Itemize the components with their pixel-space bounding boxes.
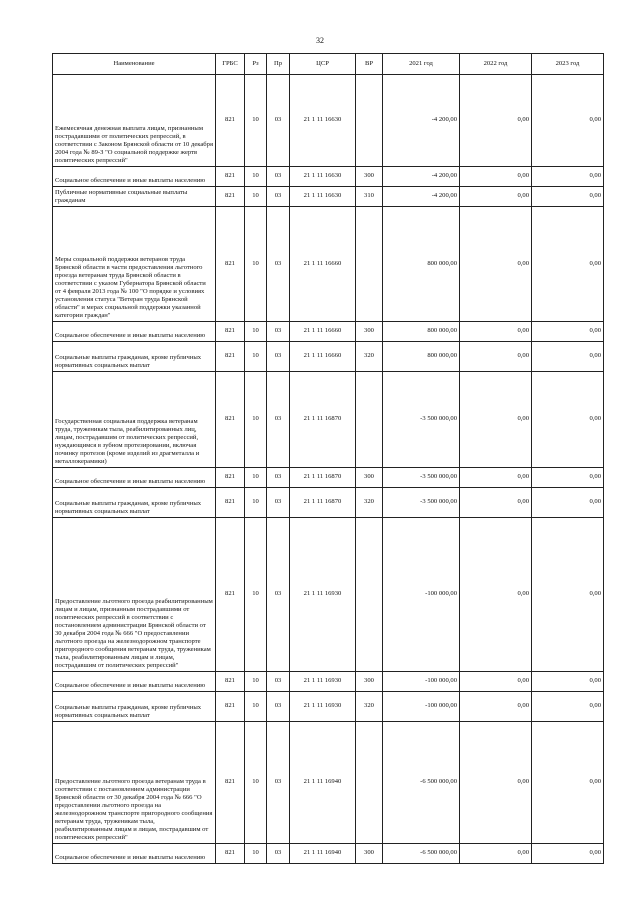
cell-vr	[356, 207, 383, 322]
cell-csr: 21 1 11 16870	[290, 488, 356, 518]
cell-csr: 21 1 11 16870	[290, 468, 356, 488]
cell-csr: 21 1 11 16870	[290, 372, 356, 468]
cell-vr: 320	[356, 692, 383, 722]
cell-grbs: 821	[216, 167, 245, 187]
cell-2022: 0,00	[460, 187, 532, 207]
cell-grbs: 821	[216, 322, 245, 342]
cell-2021: -3 500 000,00	[383, 372, 460, 468]
cell-grbs: 821	[216, 722, 245, 844]
cell-rz: 10	[245, 75, 267, 167]
cell-name: Социальные выплаты гражданам, кроме публичных нормативных социальных выплат	[53, 692, 216, 722]
cell-pr: 03	[267, 207, 290, 322]
budget-table	[52, 53, 604, 864]
cell-2021: -100 000,00	[383, 518, 460, 672]
cell-grbs: 821	[216, 672, 245, 692]
cell-grbs: 821	[216, 692, 245, 722]
cell-name: Ежемесячная денежная выплата лицам, признанным пострадавшими от политических репрессий, в соответствии с Законом Брянской области от 10 декабря 2004 года № 89-З "О социальной поддержке жертв политических репрессий"	[53, 75, 216, 167]
header-csr: ЦСР	[290, 54, 356, 75]
cell-csr: 21 1 11 16940	[290, 844, 356, 864]
table-row	[53, 672, 604, 692]
cell-name: Меры социальной поддержки ветеранов труда Брянской области в части предоставления льготного проезда ветеранам труда Брянской области в соответствии с указом Губернатора Брянской области от 4 февраля 2013 года № 100 "О порядке и условиях установления статуса "Ветеран труда Брянской области" и мерах социальной поддержки указанной категории граждан"	[53, 207, 216, 322]
cell-2021: -4 200,00	[383, 167, 460, 187]
cell-2022: 0,00	[460, 722, 532, 844]
cell-2021: -4 200,00	[383, 187, 460, 207]
cell-rz: 10	[245, 322, 267, 342]
table-row	[53, 342, 604, 372]
cell-csr: 21 1 11 16930	[290, 692, 356, 722]
cell-2021: -100 000,00	[383, 692, 460, 722]
table-row	[53, 187, 604, 207]
cell-2021: 800 000,00	[383, 207, 460, 322]
cell-name: Социальное обеспечение и иные выплаты населению	[53, 468, 216, 488]
cell-vr	[356, 722, 383, 844]
cell-2022: 0,00	[460, 167, 532, 187]
cell-rz: 10	[245, 187, 267, 207]
cell-2023: 0,00	[532, 844, 604, 864]
cell-name: Социальное обеспечение и иные выплаты населению	[53, 322, 216, 342]
page-number: 32	[316, 36, 324, 45]
cell-vr	[356, 75, 383, 167]
cell-2021: -6 500 000,00	[383, 722, 460, 844]
table-row	[53, 75, 604, 167]
cell-csr: 21 1 11 16930	[290, 672, 356, 692]
header-2021: 2021 год	[383, 54, 460, 75]
cell-2021: 800 000,00	[383, 342, 460, 372]
cell-2022: 0,00	[460, 75, 532, 167]
cell-vr: 320	[356, 342, 383, 372]
cell-csr: 21 1 11 16630	[290, 187, 356, 207]
table-row	[53, 167, 604, 187]
cell-vr: 300	[356, 844, 383, 864]
cell-vr: 300	[356, 322, 383, 342]
cell-2023: 0,00	[532, 692, 604, 722]
header-vr: ВР	[356, 54, 383, 75]
cell-rz: 10	[245, 722, 267, 844]
cell-2021: -3 500 000,00	[383, 488, 460, 518]
table-row	[53, 207, 604, 322]
cell-grbs: 821	[216, 488, 245, 518]
cell-2021: -4 200,00	[383, 75, 460, 167]
cell-pr: 03	[267, 468, 290, 488]
cell-grbs: 821	[216, 844, 245, 864]
cell-2022: 0,00	[460, 468, 532, 488]
cell-name: Социальные выплаты гражданам, кроме публичных нормативных социальных выплат	[53, 488, 216, 518]
cell-2023: 0,00	[532, 372, 604, 468]
cell-pr: 03	[267, 844, 290, 864]
cell-csr: 21 1 11 16630	[290, 167, 356, 187]
cell-rz: 10	[245, 468, 267, 488]
header-grbs: ГРБС	[216, 54, 245, 75]
cell-2022: 0,00	[460, 372, 532, 468]
cell-pr: 03	[267, 167, 290, 187]
cell-name: Государственная социальная поддержка ветеранам труда, труженикам тыла, реабилитированных лиц, лицам, пострадавшим от политических репрессий, нуждающимся в зубном протезировании, включая починку протезов (кроме изделий из драгметалла и металлокерамики)	[53, 372, 216, 468]
cell-grbs: 821	[216, 518, 245, 672]
cell-name: Предоставление льготного проезда реабилитированным лицам и лицам, признанным пострадавшими от политических репрессий в соответствии с постановлением администрации Брянской области от 30 декабря 2004 года № 666 "О предоставлении льготного проезда на железнодорожном транспорте пригородного сообщения ветеранам труда, труженикам тыла, реабилитированным лицам и лицам, пострадавшим от политических репрессий"	[53, 518, 216, 672]
cell-name: Социальное обеспечение и иные выплаты населению	[53, 672, 216, 692]
cell-grbs: 821	[216, 207, 245, 322]
cell-2023: 0,00	[532, 342, 604, 372]
cell-pr: 03	[267, 722, 290, 844]
table-row	[53, 488, 604, 518]
table-row	[53, 468, 604, 488]
cell-2023: 0,00	[532, 518, 604, 672]
cell-2021: -6 500 000,00	[383, 844, 460, 864]
cell-csr: 21 1 11 16660	[290, 342, 356, 372]
cell-pr: 03	[267, 692, 290, 722]
header-name: Наименование	[53, 54, 216, 75]
cell-2023: 0,00	[532, 75, 604, 167]
cell-vr: 310	[356, 187, 383, 207]
cell-pr: 03	[267, 187, 290, 207]
cell-rz: 10	[245, 488, 267, 518]
cell-vr: 300	[356, 672, 383, 692]
cell-name: Публичные нормативные социальные выплаты гражданам	[53, 187, 216, 207]
cell-2023: 0,00	[532, 722, 604, 844]
header-pr: Пр	[267, 54, 290, 75]
cell-2023: 0,00	[532, 187, 604, 207]
cell-name: Социальное обеспечение и иные выплаты населению	[53, 844, 216, 864]
cell-2022: 0,00	[460, 342, 532, 372]
cell-name: Предоставление льготного проезда ветеранам труда в соответствии с постановлением администрации Брянской области от 30 декабря 2004 года № 666 "О предоставлении льготного проезда на железнодорожном транспорте пригородного сообщения ветеранам труда, труженикам тыла, реабилитированным лицам и лицам, пострадавшим от политических репрессий"	[53, 722, 216, 844]
header-2023: 2023 год	[532, 54, 604, 75]
cell-2023: 0,00	[532, 207, 604, 322]
cell-grbs: 821	[216, 187, 245, 207]
cell-rz: 10	[245, 167, 267, 187]
cell-rz: 10	[245, 518, 267, 672]
cell-pr: 03	[267, 518, 290, 672]
table-row	[53, 518, 604, 672]
cell-2022: 0,00	[460, 672, 532, 692]
cell-2023: 0,00	[532, 672, 604, 692]
cell-name: Социальные выплаты гражданам, кроме публичных нормативных социальных выплат	[53, 342, 216, 372]
cell-csr: 21 1 11 16660	[290, 207, 356, 322]
cell-pr: 03	[267, 488, 290, 518]
cell-2022: 0,00	[460, 488, 532, 518]
cell-2023: 0,00	[532, 322, 604, 342]
table-row	[53, 692, 604, 722]
cell-rz: 10	[245, 692, 267, 722]
cell-2022: 0,00	[460, 518, 532, 672]
cell-2022: 0,00	[460, 207, 532, 322]
cell-pr: 03	[267, 372, 290, 468]
header-rz: Рз	[245, 54, 267, 75]
cell-2021: 800 000,00	[383, 322, 460, 342]
table-row	[53, 844, 604, 864]
cell-vr: 300	[356, 167, 383, 187]
cell-2022: 0,00	[460, 844, 532, 864]
cell-pr: 03	[267, 342, 290, 372]
table-header	[53, 54, 604, 75]
cell-vr: 300	[356, 468, 383, 488]
table-row	[53, 722, 604, 844]
cell-pr: 03	[267, 672, 290, 692]
cell-pr: 03	[267, 75, 290, 167]
cell-vr	[356, 372, 383, 468]
table-row	[53, 322, 604, 342]
cell-csr: 21 1 11 16940	[290, 722, 356, 844]
table-body	[53, 75, 604, 864]
cell-2021: -3 500 000,00	[383, 468, 460, 488]
cell-2023: 0,00	[532, 468, 604, 488]
cell-grbs: 821	[216, 75, 245, 167]
cell-grbs: 821	[216, 468, 245, 488]
cell-csr: 21 1 11 16930	[290, 518, 356, 672]
header-2022: 2022 год	[460, 54, 532, 75]
cell-2021: -100 000,00	[383, 672, 460, 692]
cell-pr: 03	[267, 322, 290, 342]
table-row	[53, 372, 604, 468]
cell-2022: 0,00	[460, 322, 532, 342]
cell-2022: 0,00	[460, 692, 532, 722]
cell-rz: 10	[245, 342, 267, 372]
cell-grbs: 821	[216, 342, 245, 372]
cell-2023: 0,00	[532, 488, 604, 518]
cell-2023: 0,00	[532, 167, 604, 187]
cell-csr: 21 1 11 16630	[290, 75, 356, 167]
cell-rz: 10	[245, 844, 267, 864]
cell-grbs: 821	[216, 372, 245, 468]
cell-rz: 10	[245, 672, 267, 692]
cell-rz: 10	[245, 207, 267, 322]
cell-rz: 10	[245, 372, 267, 468]
cell-vr: 320	[356, 488, 383, 518]
cell-name: Социальное обеспечение и иные выплаты населению	[53, 167, 216, 187]
cell-csr: 21 1 11 16660	[290, 322, 356, 342]
cell-vr	[356, 518, 383, 672]
